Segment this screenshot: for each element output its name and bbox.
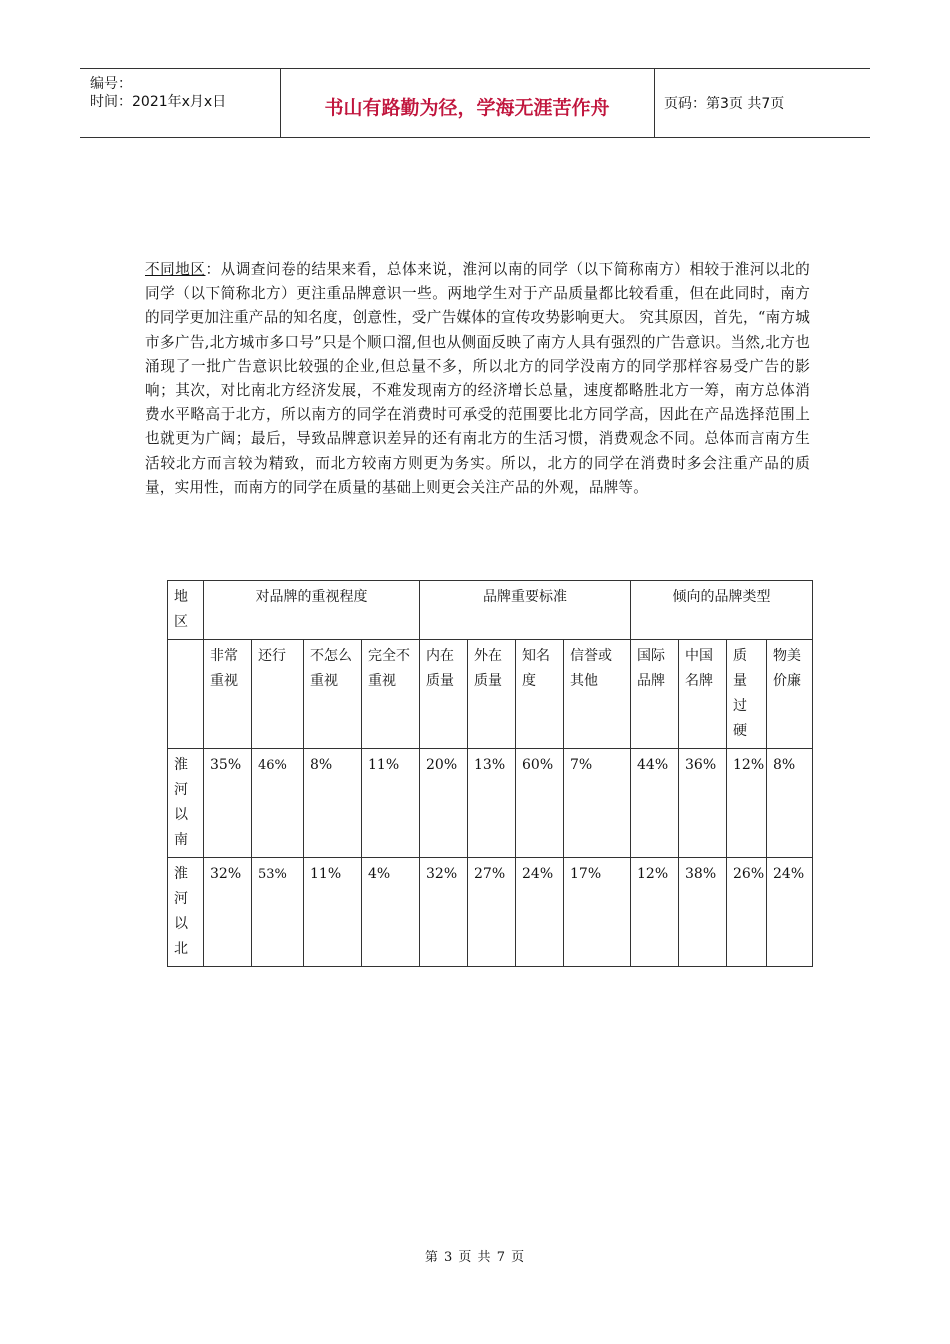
table-row bbox=[168, 858, 813, 967]
subheader-cell: 非常重视 bbox=[204, 640, 252, 749]
number-label: 编号： bbox=[90, 76, 132, 92]
value-cell: 26% bbox=[727, 858, 767, 967]
value-cell: 11% bbox=[304, 858, 362, 967]
value-cell: 35% bbox=[204, 749, 252, 858]
table-row bbox=[168, 749, 813, 858]
page-info-text: 页码：第3页 共7页 bbox=[664, 96, 785, 112]
value-cell: 46% bbox=[252, 749, 304, 858]
value-cell: 44% bbox=[631, 749, 679, 858]
subheader-cell: 内在质量 bbox=[420, 640, 468, 749]
value-cell: 27% bbox=[468, 858, 516, 967]
header-page-info bbox=[654, 69, 870, 137]
subheader-cell: 知名度 bbox=[516, 640, 564, 749]
empty-cell bbox=[168, 640, 204, 749]
value-cell: 24% bbox=[516, 858, 564, 967]
group-header: 品牌重要标准 bbox=[420, 581, 631, 640]
motto-text: 书山有路勤为径，学海无涯苦作舟 bbox=[324, 96, 610, 119]
paragraph-lead: 不同地区 bbox=[145, 261, 206, 278]
region-cell: 淮河以南 bbox=[168, 749, 204, 858]
page-footer: 第 3 页 共 7 页 bbox=[424, 1250, 526, 1265]
group-header: 对品牌的重视程度 bbox=[204, 581, 420, 640]
value-cell: 8% bbox=[767, 749, 813, 858]
subheader-cell: 中国名牌 bbox=[679, 640, 727, 749]
value-cell: 53% bbox=[252, 858, 304, 967]
subheader-cell: 还行 bbox=[252, 640, 304, 749]
subheader-cell: 信誉或其他 bbox=[564, 640, 631, 749]
value-cell: 32% bbox=[204, 858, 252, 967]
value-cell: 36% bbox=[679, 749, 727, 858]
subheader-cell: 不怎么重视 bbox=[304, 640, 362, 749]
value-cell: 17% bbox=[564, 858, 631, 967]
body-paragraph bbox=[145, 258, 810, 500]
value-cell: 4% bbox=[362, 858, 420, 967]
corner-cell: 地区 bbox=[168, 581, 204, 640]
value-cell: 32% bbox=[420, 858, 468, 967]
subheader-cell: 物美价廉 bbox=[767, 640, 813, 749]
value-cell: 60% bbox=[516, 749, 564, 858]
value-cell: 13% bbox=[468, 749, 516, 858]
table-group-header-row bbox=[168, 581, 813, 640]
survey-table bbox=[167, 580, 813, 967]
time-label: 时间：2021年x月x日 bbox=[90, 94, 227, 110]
paragraph-text: ：从调查问卷的结果来看，总体来说，淮河以南的同学（以下简称南方）相较于淮河以北的同学（以下简称北方）更注重品牌意识一些。两地学生对于产品质量都比较看重，但在此同时，南方的同学更加注重产品的知名度，创意性，受广告媒体的宣传攻势影响更大。 究其原因，首先，“南方城市多广告,北方城市多口号”只是个顺口溜,但也从侧面反映了南方人具有强烈的广告意识。当然,北方也涌现了一批广告意识比较强的企业,但总量不多，所以北方的同学没南方的同学那样容易受广告的影响；其次，对比南北方经济发展，不难发现南方的经济增长总量，速度都略胜北方一筹，南方总体消费水平略高于北方，所以南方的同学在消费时可承受的范围要比北方同学高，因此在产品选择范围上也就更为广阔；最后，导致品牌意识差异的还有南北方的生活习惯，消费观念不同。总体而言南方生活较北方而言较为精致，而北方较南方则更为务实。所以，北方的同学在消费时多会注重产品的质量，实用性，而南方的同学在质量的基础上则更会关注产品的外观，品牌等。 bbox=[145, 261, 810, 496]
value-cell: 24% bbox=[767, 858, 813, 967]
table-subheader-row bbox=[168, 640, 813, 749]
subheader-cell: 国际品牌 bbox=[631, 640, 679, 749]
value-cell: 38% bbox=[679, 858, 727, 967]
value-cell: 11% bbox=[362, 749, 420, 858]
value-cell: 12% bbox=[727, 749, 767, 858]
subheader-cell: 质量过硬 bbox=[727, 640, 767, 749]
header-motto bbox=[280, 69, 655, 137]
group-header: 倾向的品牌类型 bbox=[631, 581, 813, 640]
value-cell: 12% bbox=[631, 858, 679, 967]
value-cell: 20% bbox=[420, 749, 468, 858]
subheader-cell: 外在质量 bbox=[468, 640, 516, 749]
subheader-cell: 完全不重视 bbox=[362, 640, 420, 749]
value-cell: 8% bbox=[304, 749, 362, 858]
region-cell: 淮河以北 bbox=[168, 858, 204, 967]
header-meta bbox=[80, 69, 281, 137]
page-header bbox=[80, 68, 870, 138]
value-cell: 7% bbox=[564, 749, 631, 858]
